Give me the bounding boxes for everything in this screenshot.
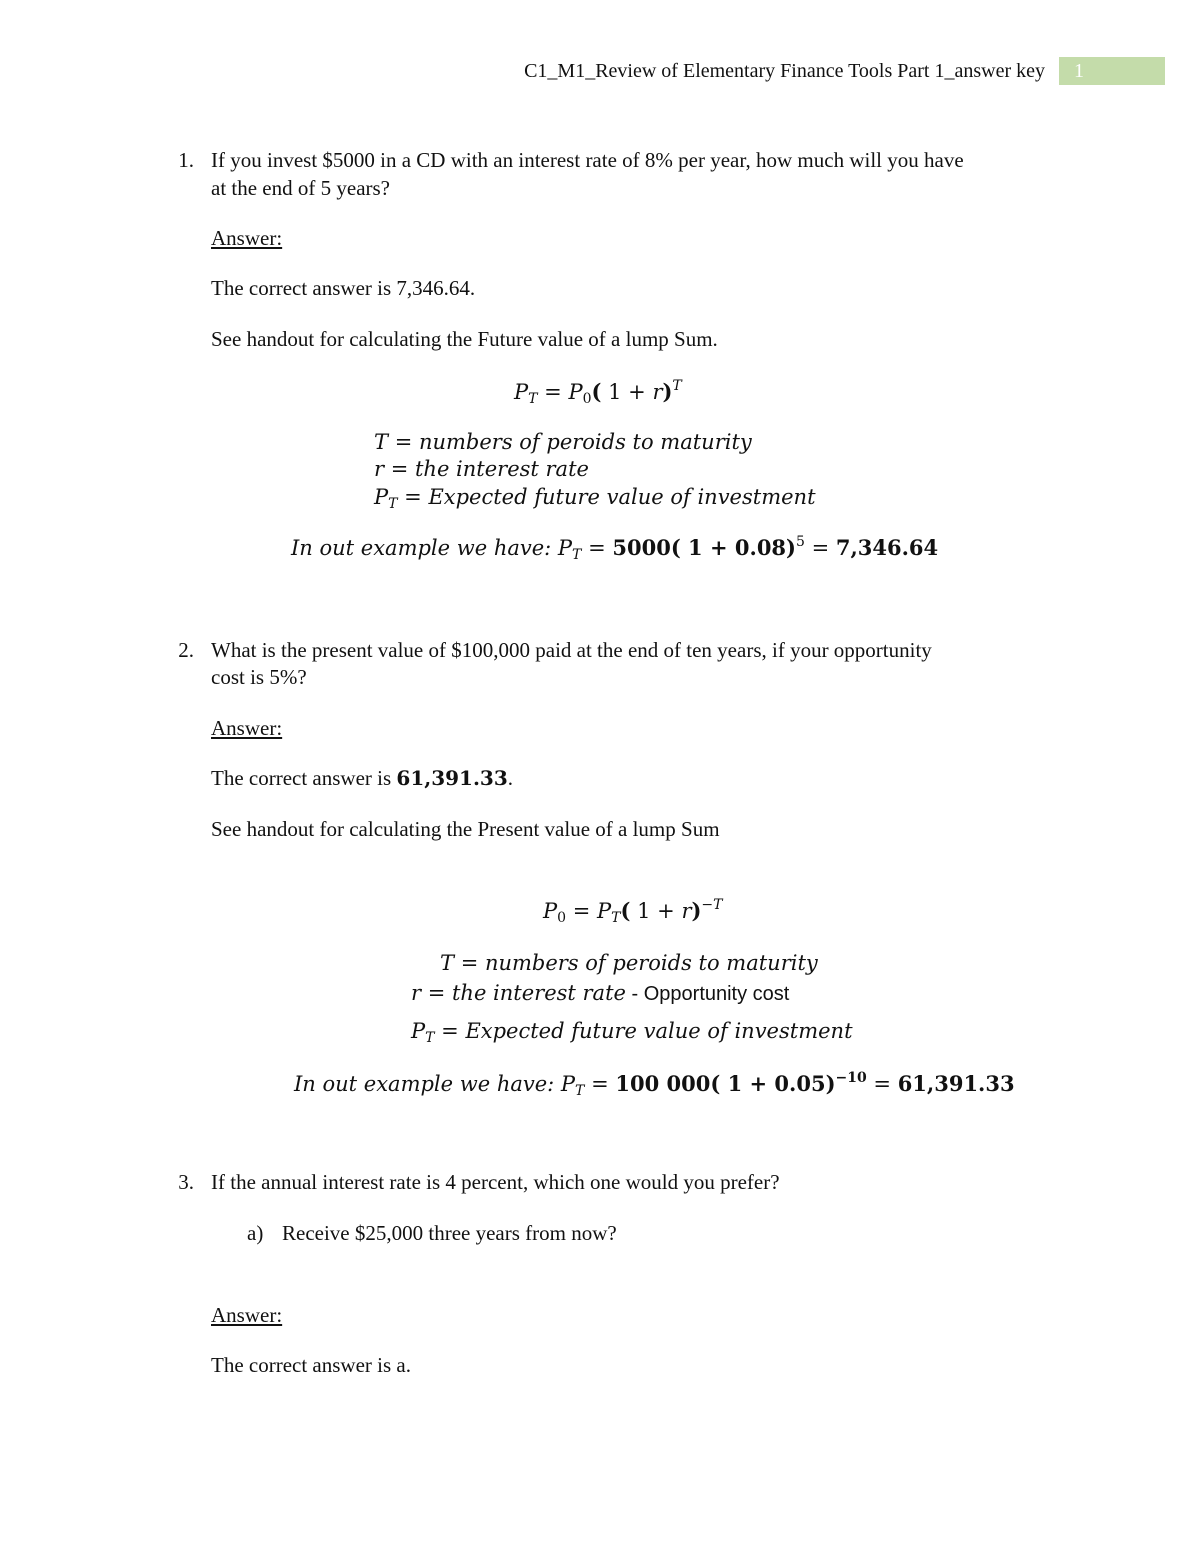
page-number: 1 — [1074, 60, 1084, 82]
q2-definition-r: r = the interest rate - Opportunity cost — [411, 981, 790, 1005]
q1-handout-text: See handout for calculating the Future value of a lump Sum. — [211, 327, 718, 351]
q1-example-rate: 0.08 — [734, 535, 787, 560]
q1-question-line1: If you invest $5000 in a CD with an interest rate of 8% per year, how much will you have — [211, 148, 964, 172]
q2-example-label: In out example we have: — [294, 1072, 555, 1096]
q1-definition-T: T = numbers of peroids to maturity — [374, 430, 752, 454]
q1-definition-r-text: = the interest rate — [390, 457, 589, 481]
q2-definition-PT: $P_T$ = Expected future value of investment — [411, 1019, 853, 1046]
q3-question: If the annual interest rate is 4 percent, which one would you prefer? — [211, 1170, 780, 1194]
q2-definition-r-note: - Opportunity cost — [625, 983, 790, 1005]
q2-example-exponent: −10 — [835, 1070, 867, 1086]
q2-formula-present-value: $P_0 = P_T$( 1 + r)$^{-T}$ — [543, 897, 723, 926]
q2-handout-text: See handout for calculating the Present value of a lump Sum — [211, 817, 720, 841]
q2-number: 2. — [178, 638, 194, 662]
q3-option-a-label: a) — [247, 1221, 264, 1245]
q1-answer-text: The correct answer is 7,346.64. — [211, 276, 476, 300]
q2-example-rate: 0.05 — [774, 1071, 826, 1096]
q3-answer-label: Answer: — [211, 1303, 283, 1327]
q2-definition-T: T = numbers of peroids to maturity — [440, 951, 818, 975]
page-number-badge — [1059, 57, 1165, 85]
q2-answer-value: 61,391.33 — [396, 766, 508, 790]
q1-formula-future-value: $P_T = P_0$( 1 + r)$^T$ — [514, 378, 682, 407]
q1-answer-label: Answer: — [211, 226, 283, 250]
q2-answer-suffix: . — [507, 766, 514, 790]
q2-question-line2: cost is 5%? — [211, 665, 307, 689]
q1-definition-r: r = the interest rate — [374, 457, 589, 481]
q3-answer-text: The correct answer is a. — [211, 1353, 411, 1377]
q1-example-equation: In out example we have: $P_T = 5000$( 1 + 0.08)$^5$ = 7,346.64 — [291, 534, 939, 563]
q1-question-line2: at the end of 5 years? — [211, 176, 391, 200]
document-header-title: C1_M1_Review of Elementary Finance Tools Part 1_answer key — [524, 60, 1045, 82]
q1-example-result: 7,346.64 — [835, 535, 939, 560]
q1-example-label: In out example we have: — [291, 536, 552, 560]
q2-definition-T-text: = numbers of peroids to maturity — [460, 951, 818, 975]
q2-example-result: 61,391.33 — [897, 1071, 1015, 1096]
q2-answer-prefix: The correct answer is — [211, 766, 397, 790]
q2-answer-text — [211, 764, 513, 792]
q1-definition-PT: $P_T$ = Expected future value of investment — [374, 485, 816, 512]
q2-definition-PT-text: = Expected future value of investment — [441, 1019, 853, 1043]
q2-question-line1: What is the present value of $100,000 paid at the end of ten years, if your opportunity — [211, 638, 932, 662]
q1-definition-PT-text: = Expected future value of investment — [404, 485, 816, 509]
q2-answer-label: Answer: — [211, 716, 283, 740]
q1-example-principal: 5000 — [612, 535, 671, 560]
q1-example-exponent: 5 — [795, 534, 805, 550]
q2-definition-r-text: = the interest rate — [427, 981, 626, 1005]
q2-example-equation: In out example we have: $P_T = 100$ 000( 1 + 0.05)$^{-10}$ = 61,391.33 — [294, 1070, 1015, 1099]
q3-number: 3. — [178, 1170, 194, 1194]
q3-option-a-text: Receive $25,000 three years from now? — [282, 1221, 617, 1245]
q1-definition-T-text: = numbers of peroids to maturity — [394, 430, 752, 454]
q1-number: 1. — [178, 148, 194, 172]
q2-example-principal: 100 000 — [615, 1071, 711, 1096]
